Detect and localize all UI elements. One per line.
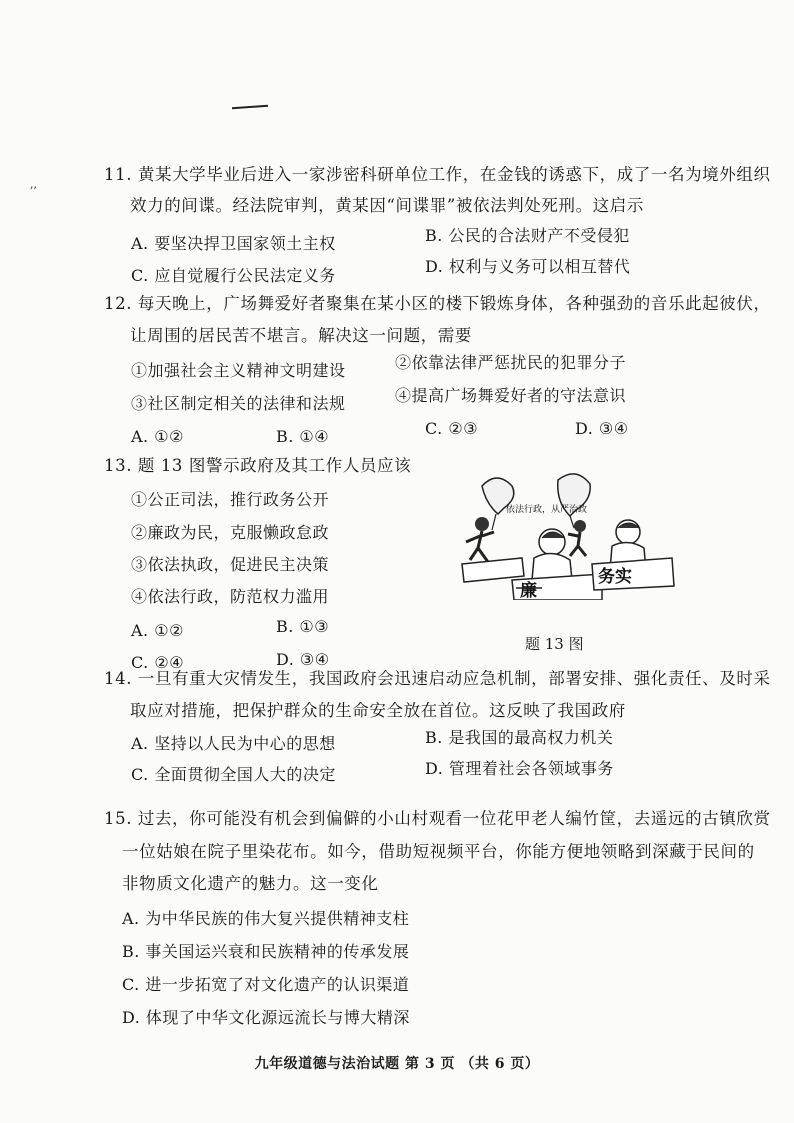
q13-item-4: ④依法行政，防范权力滥用 (131, 587, 330, 606)
q12-item-2: ②依靠法律严惩扰民的犯罪分子 (395, 353, 627, 372)
desk-left-back (462, 558, 524, 582)
q13-cartoon-figure (452, 468, 680, 600)
q15-stem-line2: 一位姑娘在院子里染花布。如今，借助短视频平台，你能方便地领略到深藏于民间的 (122, 842, 755, 861)
q11-option-d: D. 权利与义务可以相互替代 (425, 257, 631, 276)
page-footer: 九年级道德与法治试题 第 3 页 （共 6 页） (254, 1056, 540, 1072)
q12-option-a: A. ①② (131, 427, 184, 446)
q15-option-a: A. 为中华民族的伟大复兴提供精神支柱 (122, 909, 410, 928)
q13-item-2: ②廉政为民，克服懒政怠政 (131, 523, 330, 542)
q14-option-a: A. 坚持以人民为中心的思想 (131, 734, 336, 753)
q13-option-a: A. ①② (131, 621, 184, 640)
desk-label-right: 务实 (598, 567, 632, 587)
scan-speck: ,, (30, 178, 37, 191)
q12-item-3: ③社区制定相关的法律和法规 (131, 394, 346, 413)
q11-option-b: B. 公民的合法财产不受侵犯 (425, 226, 630, 245)
q12-item-1: ①加强社会主义精神文明建设 (131, 361, 346, 380)
q13-item-1: ①公正司法，推行政务公开 (131, 490, 330, 509)
q15-stem-line1: 15. 过去，你可能没有机会到偏僻的小山村观看一位花甲老人编竹筐，去遥远的古镇欣赏 (104, 809, 771, 828)
q13-option-b: B. ①③ (276, 617, 330, 636)
scan-mark (232, 105, 268, 110)
q11-option-c: C. 应自觉履行公民法定义务 (131, 266, 336, 285)
desk-label-front: 廉 (520, 581, 537, 600)
q15-option-c: C. 进一步拓宽了对文化遗产的认识渠道 (122, 975, 410, 994)
q12-item-4: ④提高广场舞爱好者的守法意识 (395, 386, 627, 405)
q13-figure-caption: 题 13 图 (525, 635, 584, 653)
figure-head-right (574, 520, 586, 532)
balloon-text: 依法行政，从严治政 (506, 505, 588, 515)
q13-stem: 13. 题 13 图警示政府及其工作人员应该 (104, 456, 412, 475)
q12-option-c: C. ②③ (425, 419, 479, 438)
q14-option-b: B. 是我国的最高权力机关 (425, 728, 614, 747)
q13-option-c: C. ②④ (131, 653, 185, 672)
q13-item-3: ③依法执政，促进民主决策 (131, 555, 330, 574)
q15-option-b: B. 事关国运兴衰和民族精神的传承发展 (122, 942, 410, 961)
q11-option-a: A. 要坚决捍卫国家领土主权 (131, 234, 336, 253)
q12-option-b: B. ①④ (276, 427, 330, 446)
q14-stem-line1: 14. 一旦有重大灾情发生，我国政府会迅速启动应急机制，部署安排、强化责任、及时采 (104, 669, 771, 688)
q12-stem-line1: 12. 每天晚上，广场舞爱好者聚集在某小区的楼下锻炼身体，各种强劲的音乐此起彼伏， (104, 294, 771, 313)
q13-option-d: D. ③④ (276, 650, 330, 669)
q12-stem-line2: 让周围的居民苦不堪言。解决这一问题，需要 (130, 326, 472, 345)
q12-option-d: D. ③④ (575, 419, 629, 438)
q14-option-c: C. 全面贯彻全国人大的决定 (131, 765, 336, 784)
figure-head-left (475, 517, 489, 531)
q11-stem-line2: 效力的间谍。经法院审判，黄某因“间谍罪”被依法判处死刑。这启示 (130, 196, 644, 215)
q14-stem-line2: 取应对措施，把保护群众的生命安全放在首位。这反映了我国政府 (130, 701, 626, 720)
q11-stem-line1: 11. 黄某大学毕业后进入一家涉密科研单位工作，在金钱的诱惑下，成了一名为境外组织 (104, 165, 771, 184)
q15-option-d: D. 体现了中华文化源远流长与博大精深 (122, 1008, 410, 1027)
q15-stem-line3: 非物质文化遗产的魅力。这一变化 (122, 874, 379, 893)
q14-option-d: D. 管理着社会各领域事务 (425, 759, 614, 778)
